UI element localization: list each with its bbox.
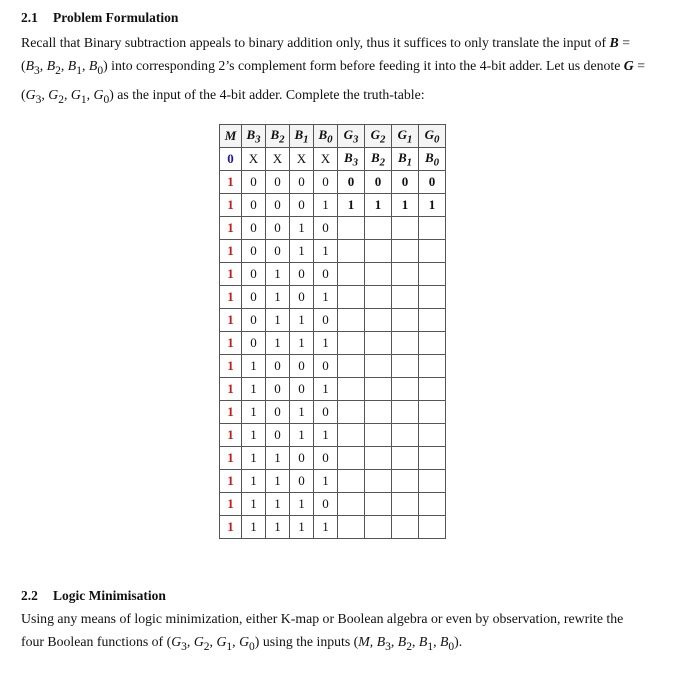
paragraph-line-2: four Boolean functions of ($G_3$, $G_2$, $G_1$, $G_0$) using the inputs (M, $B_3$, $B_2$, $B_1$, $B_0$). (21, 634, 463, 653)
table-row (220, 424, 446, 447)
cell-output (365, 493, 392, 516)
cell-input: 1 (314, 378, 338, 401)
cell-output (365, 401, 392, 424)
cell-input: 0 (314, 263, 338, 286)
cell-output (365, 355, 392, 378)
table-row (220, 470, 446, 493)
cell-output (365, 286, 392, 309)
cell-output (338, 332, 365, 355)
cell-output (392, 493, 419, 516)
cell-input: 0 (314, 493, 338, 516)
table-row (220, 171, 446, 194)
paragraph-line-1 (21, 31, 681, 54)
cell-output (419, 470, 446, 493)
cell-output (392, 447, 419, 470)
cell-input: 0 (290, 286, 314, 309)
output-subscript: 0 (433, 156, 440, 169)
cell-output: 0 (338, 171, 365, 194)
cell-input: 1 (242, 470, 266, 493)
cell-input: 0 (314, 309, 338, 332)
symbol-b2: B (46, 58, 56, 73)
subscript: 0 (97, 64, 104, 77)
table-row (220, 148, 446, 171)
section-heading-2-2 (21, 588, 166, 604)
cell-input: 0 (314, 401, 338, 424)
text-run: ( (21, 86, 26, 102)
header-symbol: G (397, 126, 407, 142)
text-run: ) (109, 86, 114, 102)
output-symbol: B (397, 149, 407, 165)
cell-m: 1 (220, 309, 242, 332)
cell-input: X (242, 148, 266, 171)
header-symbol: G (424, 126, 434, 142)
cell-input: 1 (242, 447, 266, 470)
cell-input: 1 (314, 332, 338, 355)
table-row (220, 263, 446, 286)
output-subscript: 2 (379, 156, 386, 169)
cell-input: X (314, 148, 338, 171)
cell-output (392, 424, 419, 447)
symbol-g3: G (171, 634, 182, 649)
cell-input: 1 (266, 309, 290, 332)
symbol-g2: G (193, 634, 204, 649)
cell-input: 0 (266, 217, 290, 240)
section-title: Problem Formulation (53, 10, 179, 25)
table-row (220, 378, 446, 401)
column-header (392, 125, 419, 148)
cell-input: 1 (290, 516, 314, 539)
column-header (365, 125, 392, 148)
cell-output (419, 217, 446, 240)
cell-input: 1 (290, 424, 314, 447)
cell-output (338, 493, 365, 516)
cell-input: 0 (314, 355, 338, 378)
cell-output (365, 309, 392, 332)
cell-input: 1 (242, 493, 266, 516)
cell-output (365, 447, 392, 470)
subscript: 2 (203, 640, 210, 653)
cell-input: 1 (314, 470, 338, 493)
cell-output (419, 332, 446, 355)
cell-m: 1 (220, 240, 242, 263)
cell-output (365, 148, 392, 171)
cell-output: 0 (365, 171, 392, 194)
cell-output (365, 217, 392, 240)
paragraph-line-3: ($G_3$, $G_2$, $G_1$, $G_0$) as the input of the 4-bit adder. Complete the truth-table: (21, 86, 425, 106)
output-subscript: 1 (406, 156, 413, 169)
cell-output (338, 217, 365, 240)
cell-m: 1 (220, 171, 242, 194)
cell-output (419, 355, 446, 378)
cell-input: 0 (266, 424, 290, 447)
subscript: 2 (58, 93, 64, 106)
output-symbol: B (343, 149, 353, 165)
cell-output (338, 401, 365, 424)
cell-input: 1 (314, 194, 338, 217)
cell-input: 1 (314, 286, 338, 309)
cell-output (365, 470, 392, 493)
symbol-B: B (609, 35, 619, 50)
cell-input: 1 (314, 240, 338, 263)
cell-m: 1 (220, 263, 242, 286)
cell-output (338, 263, 365, 286)
cell-output (338, 309, 365, 332)
text-run: = (618, 35, 630, 50)
cell-input: 1 (290, 240, 314, 263)
section-number: 2.2 (21, 588, 38, 603)
cell-input: 0 (242, 263, 266, 286)
cell-input: 0 (290, 355, 314, 378)
header-subscript: 3 (255, 133, 261, 146)
text-run: ( (21, 58, 26, 73)
subscript: 1 (76, 64, 82, 77)
symbol-b3: B (25, 58, 35, 73)
text-run: as the input of the 4-bit adder. Complete the truth-table: (113, 86, 425, 102)
cell-input: 0 (314, 217, 338, 240)
cell-output (392, 263, 419, 286)
header-symbol: G (370, 126, 380, 142)
section-number: 2.1 (21, 10, 38, 25)
text-run: = (633, 58, 645, 73)
cell-output: 1 (419, 194, 446, 217)
cell-output (419, 148, 446, 171)
header-subscript: 2 (379, 133, 386, 146)
cell-m: 1 (220, 493, 242, 516)
cell-output (338, 286, 365, 309)
cell-m: 1 (220, 447, 242, 470)
cell-output (392, 378, 419, 401)
text-run: into corresponding 2’s complement form before feeding it into the 4-bit adder. Let us denote (107, 58, 624, 73)
cell-input: 0 (242, 171, 266, 194)
column-header (338, 125, 365, 148)
header-symbol: B (246, 126, 256, 142)
cell-output (365, 378, 392, 401)
cell-output (419, 493, 446, 516)
subscript: 3 (34, 64, 40, 77)
symbol-b1: B (418, 634, 428, 649)
text-run: ). (454, 634, 463, 649)
header-symbol: G (343, 126, 353, 142)
cell-output: 1 (338, 194, 365, 217)
subscript: 0 (448, 640, 455, 653)
cell-output (419, 401, 446, 424)
header-subscript: 2 (279, 133, 285, 146)
cell-input: 0 (266, 378, 290, 401)
cell-output (392, 401, 419, 424)
cell-input: 0 (290, 470, 314, 493)
cell-output (392, 309, 419, 332)
cell-output (392, 516, 419, 539)
symbol-g1: G (216, 634, 227, 649)
cell-input: 1 (290, 217, 314, 240)
text-run: Recall that Binary subtraction appeals to binary addition only, thus it suffices to only translate the input of (21, 35, 610, 50)
column-header (419, 125, 446, 148)
cell-input: 0 (242, 286, 266, 309)
cell-input: X (266, 148, 290, 171)
cell-output (392, 286, 419, 309)
cell-input: 1 (266, 447, 290, 470)
cell-output (419, 447, 446, 470)
cell-m: 1 (220, 355, 242, 378)
column-header (266, 125, 290, 148)
cell-output (338, 378, 365, 401)
cell-input: 1 (290, 493, 314, 516)
cell-output (419, 378, 446, 401)
header-symbol: B (318, 126, 328, 142)
cell-output (365, 516, 392, 539)
header-subscript: 0 (433, 133, 440, 146)
column-header (290, 125, 314, 148)
column-header (220, 125, 242, 148)
cell-output (365, 332, 392, 355)
subscript: 3 (35, 93, 42, 106)
cell-input: 1 (266, 516, 290, 539)
table-row (220, 332, 446, 355)
table-row (220, 217, 446, 240)
symbol-b2: B (397, 634, 407, 649)
header-symbol: M (224, 128, 237, 143)
symbol-g3: G (25, 86, 36, 102)
section-title: Logic Minimisation (53, 588, 166, 603)
cell-input: 1 (242, 378, 266, 401)
cell-output (392, 240, 419, 263)
symbol-b0: B (439, 634, 449, 649)
table-header-row (220, 125, 446, 148)
subscript: 0 (249, 640, 255, 653)
cell-m: 0 (220, 148, 242, 171)
table-row (220, 286, 446, 309)
cell-output: 0 (419, 171, 446, 194)
cell-output (338, 516, 365, 539)
subscript: 1 (427, 640, 434, 653)
header-symbol: B (270, 126, 280, 142)
column-header (242, 125, 266, 148)
symbol-g0: G (239, 634, 250, 649)
cell-input: 1 (314, 424, 338, 447)
cell-input: 0 (266, 171, 290, 194)
subscript: 1 (226, 640, 233, 653)
cell-output (419, 286, 446, 309)
cell-input: 0 (290, 378, 314, 401)
table-row (220, 447, 446, 470)
symbol-b0: B (88, 58, 98, 73)
cell-output (419, 424, 446, 447)
symbol-g1: G (70, 86, 81, 102)
cell-input: 1 (314, 516, 338, 539)
symbol-g2: G (48, 86, 59, 102)
output-symbol: B (424, 149, 434, 165)
cell-output (392, 470, 419, 493)
cell-input: 0 (290, 194, 314, 217)
cell-input: 0 (266, 194, 290, 217)
cell-output (392, 355, 419, 378)
cell-input: 0 (242, 217, 266, 240)
cell-input: 1 (266, 332, 290, 355)
header-subscript: 0 (327, 133, 333, 146)
header-symbol: B (294, 126, 304, 142)
cell-m: 1 (220, 516, 242, 539)
cell-output (338, 240, 365, 263)
header-subscript: 3 (352, 133, 359, 146)
table-row (220, 493, 446, 516)
subscript: 3 (385, 640, 391, 653)
cell-input: 1 (266, 286, 290, 309)
cell-m: 1 (220, 470, 242, 493)
table-row (220, 194, 446, 217)
cell-output (338, 148, 365, 171)
cell-output (419, 240, 446, 263)
cell-output (365, 424, 392, 447)
cell-input: X (290, 148, 314, 171)
cell-input: 1 (290, 401, 314, 424)
cell-m: 1 (220, 286, 242, 309)
cell-input: 1 (290, 332, 314, 355)
table-row (220, 355, 446, 378)
subscript: 3 (181, 640, 187, 653)
column-header (314, 125, 338, 148)
cell-input: 0 (242, 194, 266, 217)
symbol-m: M (358, 634, 370, 649)
cell-output: 0 (392, 171, 419, 194)
cell-output (392, 217, 419, 240)
paragraph-line-1: Using any means of logic minimization, either K-map or Boolean algebra or even by observation, rewrite the (21, 611, 624, 626)
cell-input: 0 (314, 447, 338, 470)
header-subscript: 1 (303, 133, 309, 146)
cell-m: 1 (220, 217, 242, 240)
symbol-G: G (623, 58, 634, 73)
symbol-b1: B (67, 58, 77, 73)
table-row (220, 240, 446, 263)
cell-input: 0 (290, 171, 314, 194)
cell-output (419, 309, 446, 332)
cell-output (338, 447, 365, 470)
cell-input: 1 (242, 355, 266, 378)
cell-output (365, 263, 392, 286)
cell-input: 0 (314, 171, 338, 194)
cell-input: 1 (242, 516, 266, 539)
output-subscript: 3 (352, 156, 359, 169)
cell-input: 0 (290, 263, 314, 286)
cell-output (392, 148, 419, 171)
subscript: 2 (55, 64, 61, 77)
subscript: 1 (80, 93, 87, 106)
text-run: ) (103, 58, 108, 73)
cell-input: 0 (266, 401, 290, 424)
text-run: four Boolean functions of ( (21, 634, 172, 649)
table-row (220, 309, 446, 332)
cell-output (338, 470, 365, 493)
cell-output: 1 (392, 194, 419, 217)
cell-m: 1 (220, 332, 242, 355)
cell-input: 1 (266, 263, 290, 286)
cell-input: 1 (266, 493, 290, 516)
cell-input: 1 (242, 401, 266, 424)
section-heading-2-1 (21, 10, 178, 26)
cell-m: 1 (220, 194, 242, 217)
cell-output (338, 424, 365, 447)
text-run: ) using the inputs ( (254, 634, 359, 649)
cell-input: 1 (242, 424, 266, 447)
cell-output (365, 240, 392, 263)
subscript: 2 (406, 640, 412, 653)
symbol-b3: B (376, 634, 386, 649)
cell-input: 0 (290, 447, 314, 470)
cell-output (338, 355, 365, 378)
minimisation-paragraph (21, 607, 681, 659)
cell-input: 0 (242, 332, 266, 355)
cell-output (419, 516, 446, 539)
output-symbol: B (370, 149, 380, 165)
cell-input: 1 (266, 470, 290, 493)
cell-m: 1 (220, 378, 242, 401)
problem-paragraph (21, 31, 681, 112)
cell-output (392, 332, 419, 355)
table-row (220, 516, 446, 539)
symbol-g0: G (93, 86, 104, 102)
table-row (220, 401, 446, 424)
cell-input: 0 (242, 240, 266, 263)
cell-m: 1 (220, 424, 242, 447)
cell-output: 1 (365, 194, 392, 217)
cell-output (419, 263, 446, 286)
cell-input: 0 (242, 309, 266, 332)
paragraph-line-2: ($B_3$, $B_2$, $B_1$, $B_0$) into corresponding 2’s complement form before feeding it into the 4-bit adder. Let us denote G = (21, 58, 645, 77)
cell-m: 1 (220, 401, 242, 424)
cell-input: 0 (266, 240, 290, 263)
truth-table (219, 124, 446, 539)
header-subscript: 1 (406, 133, 413, 146)
subscript: 0 (103, 93, 110, 106)
cell-input: 1 (290, 309, 314, 332)
cell-input: 0 (266, 355, 290, 378)
